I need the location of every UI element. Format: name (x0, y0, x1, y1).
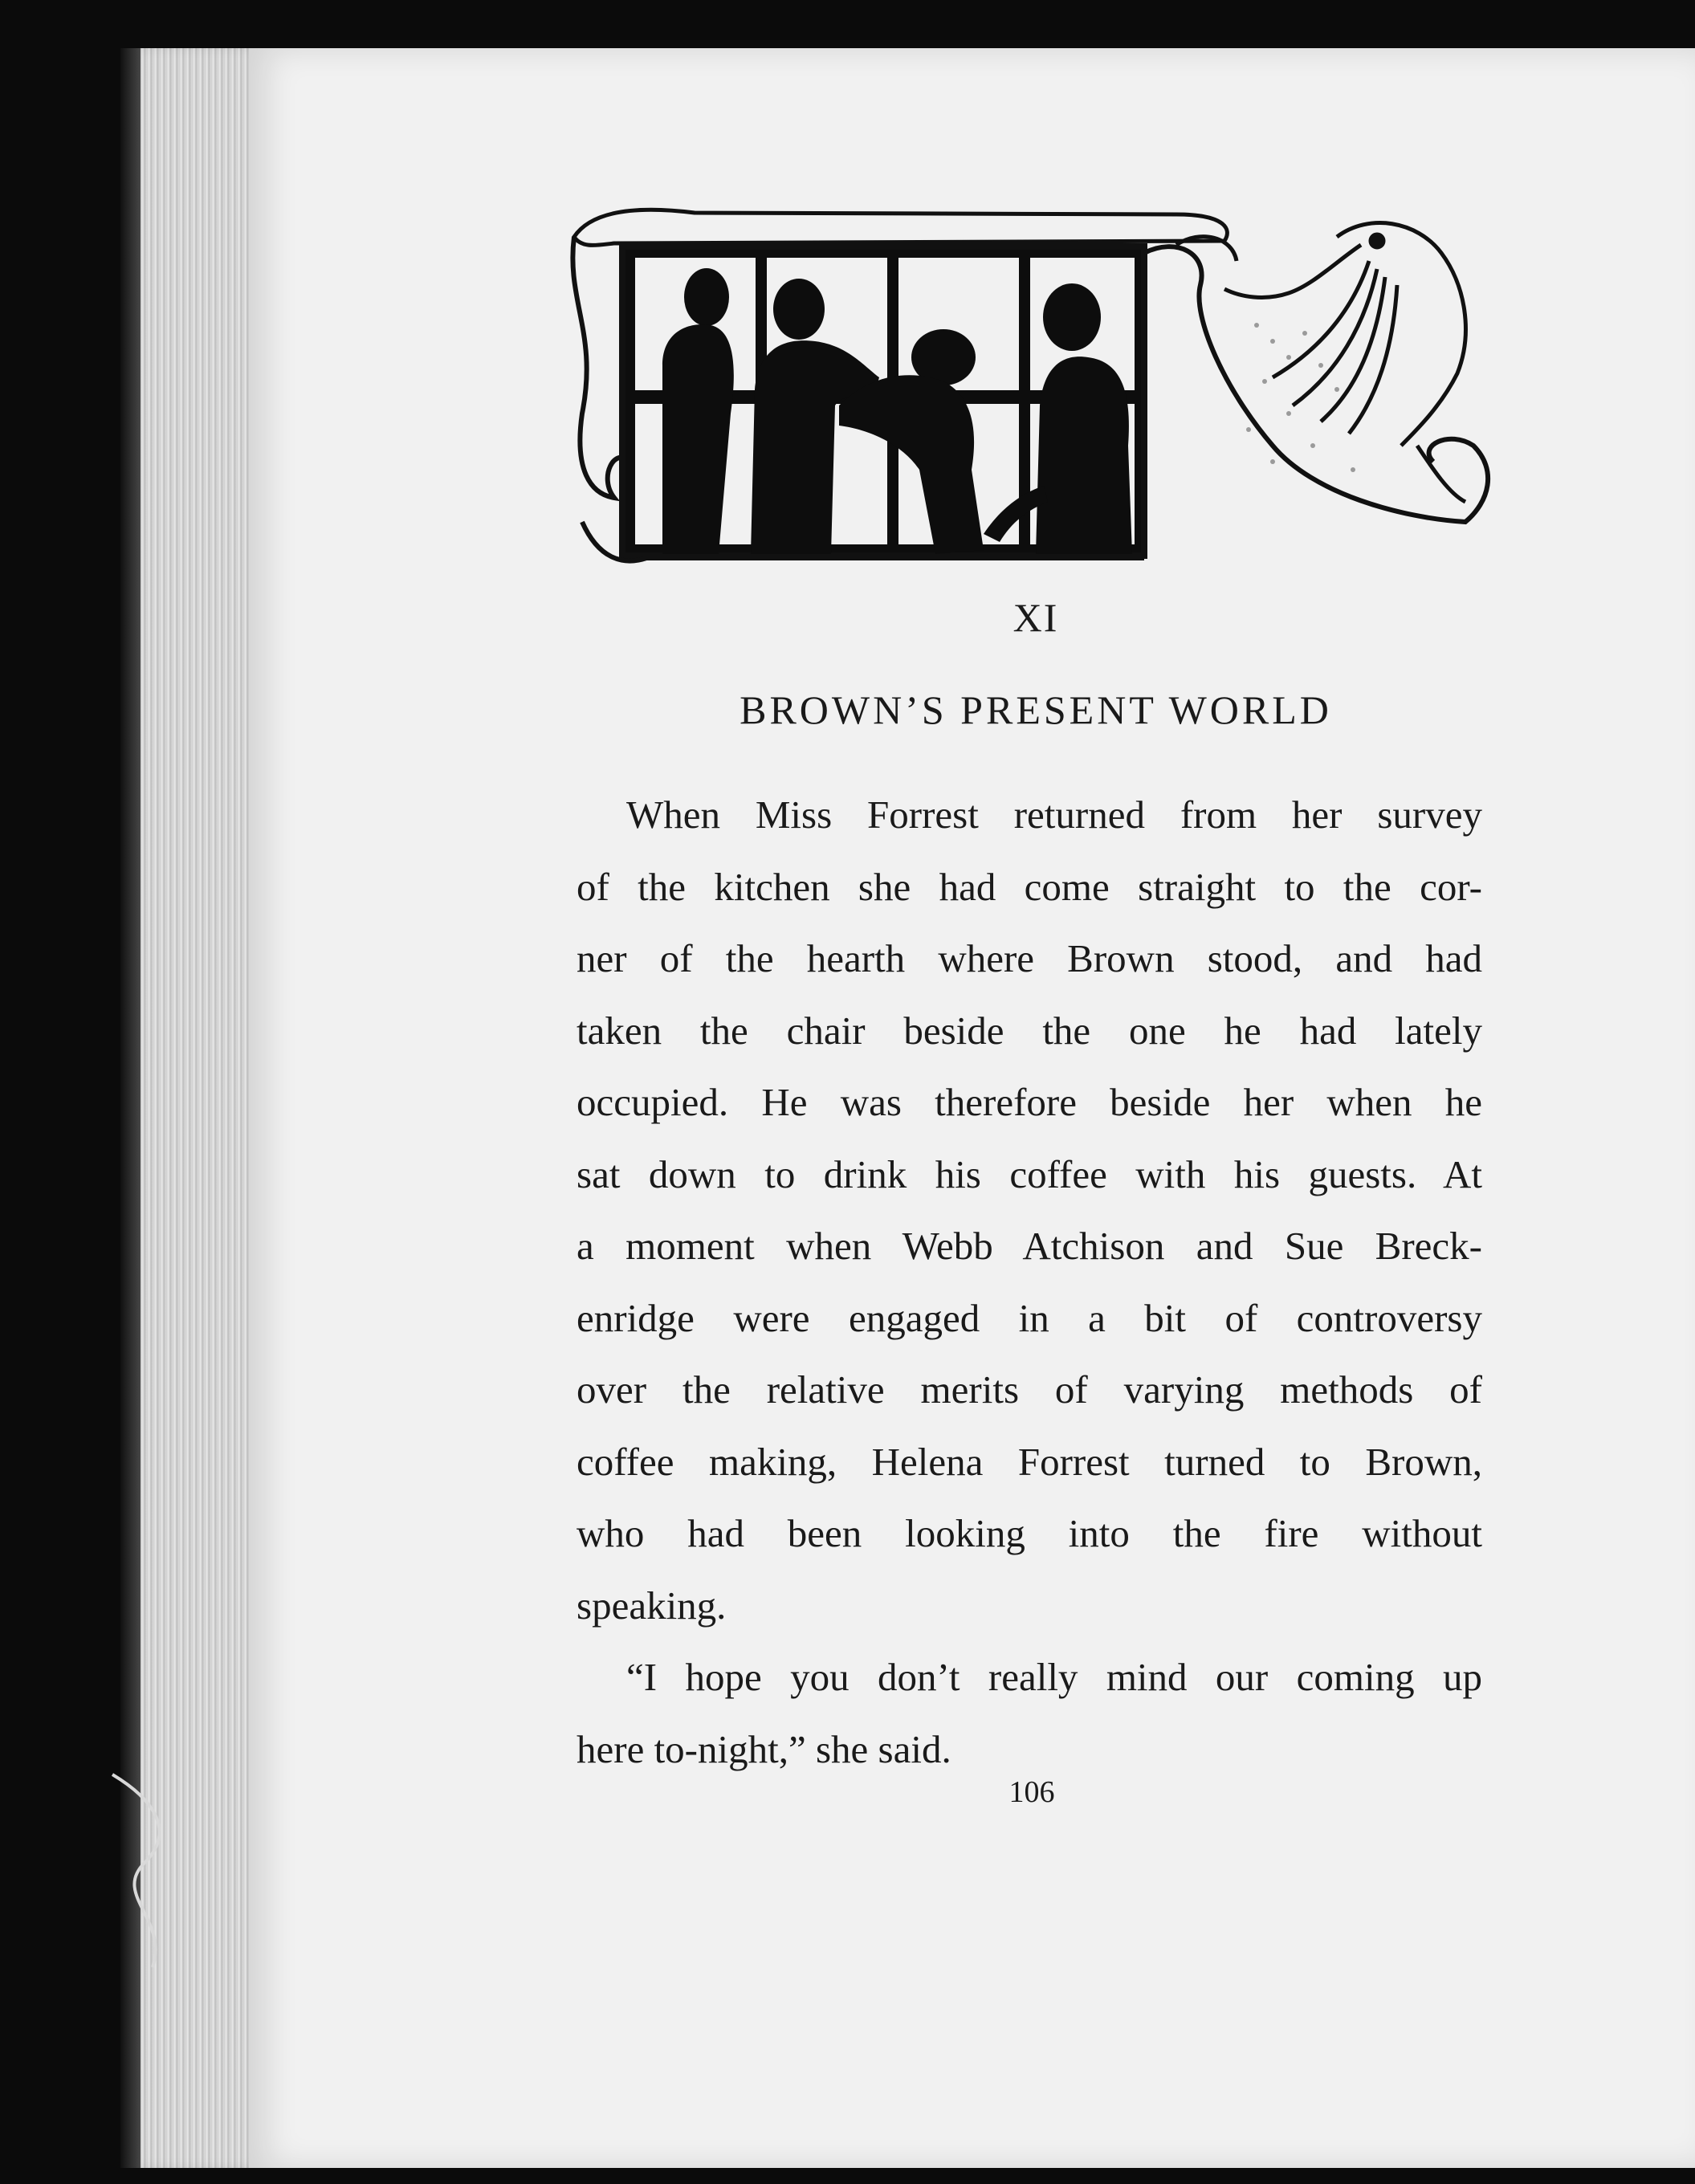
text-line: here to-night,” she said. (577, 1726, 951, 1771)
bottom-border (0, 2168, 1695, 2184)
text-line: a moment when Webb Atchison and Sue Breck- (577, 1224, 1482, 1268)
text-line: speaking. (577, 1583, 727, 1628)
text-line: enridge were engaged in a bit of controversy (577, 1295, 1482, 1340)
text-line: who had been looking into the fire without (577, 1511, 1482, 1555)
text-line: “I hope you don’t really mind our coming up (626, 1655, 1482, 1699)
text-line: ner of the hearth where Brown stood, and had (577, 936, 1482, 980)
page-number: 106 (1008, 1775, 1055, 1809)
text-line: occupied. He was therefore beside her when he (577, 1080, 1482, 1124)
body-text (577, 779, 1482, 1785)
top-border (0, 0, 1695, 48)
chapter-title: BROWN’S PRESENT WORLD (740, 687, 1332, 732)
text-line: over the relative merits of varying methods of (577, 1367, 1482, 1412)
text-line: taken the chair beside the one he had lately (577, 1008, 1482, 1053)
text-line: sat down to drink his coffee with his guests. At (577, 1151, 1482, 1196)
chapter-number: XI (1013, 595, 1059, 640)
text-line: When Miss Forrest returned from her survey (626, 793, 1482, 837)
chapter-header-illustration (566, 205, 1510, 578)
text-line: of the kitchen she had come straight to the cor- (577, 864, 1482, 909)
bookmark-thread-icon (96, 1766, 201, 1975)
text-line: coffee making, Helena Forrest turned to Brown, (577, 1439, 1482, 1484)
